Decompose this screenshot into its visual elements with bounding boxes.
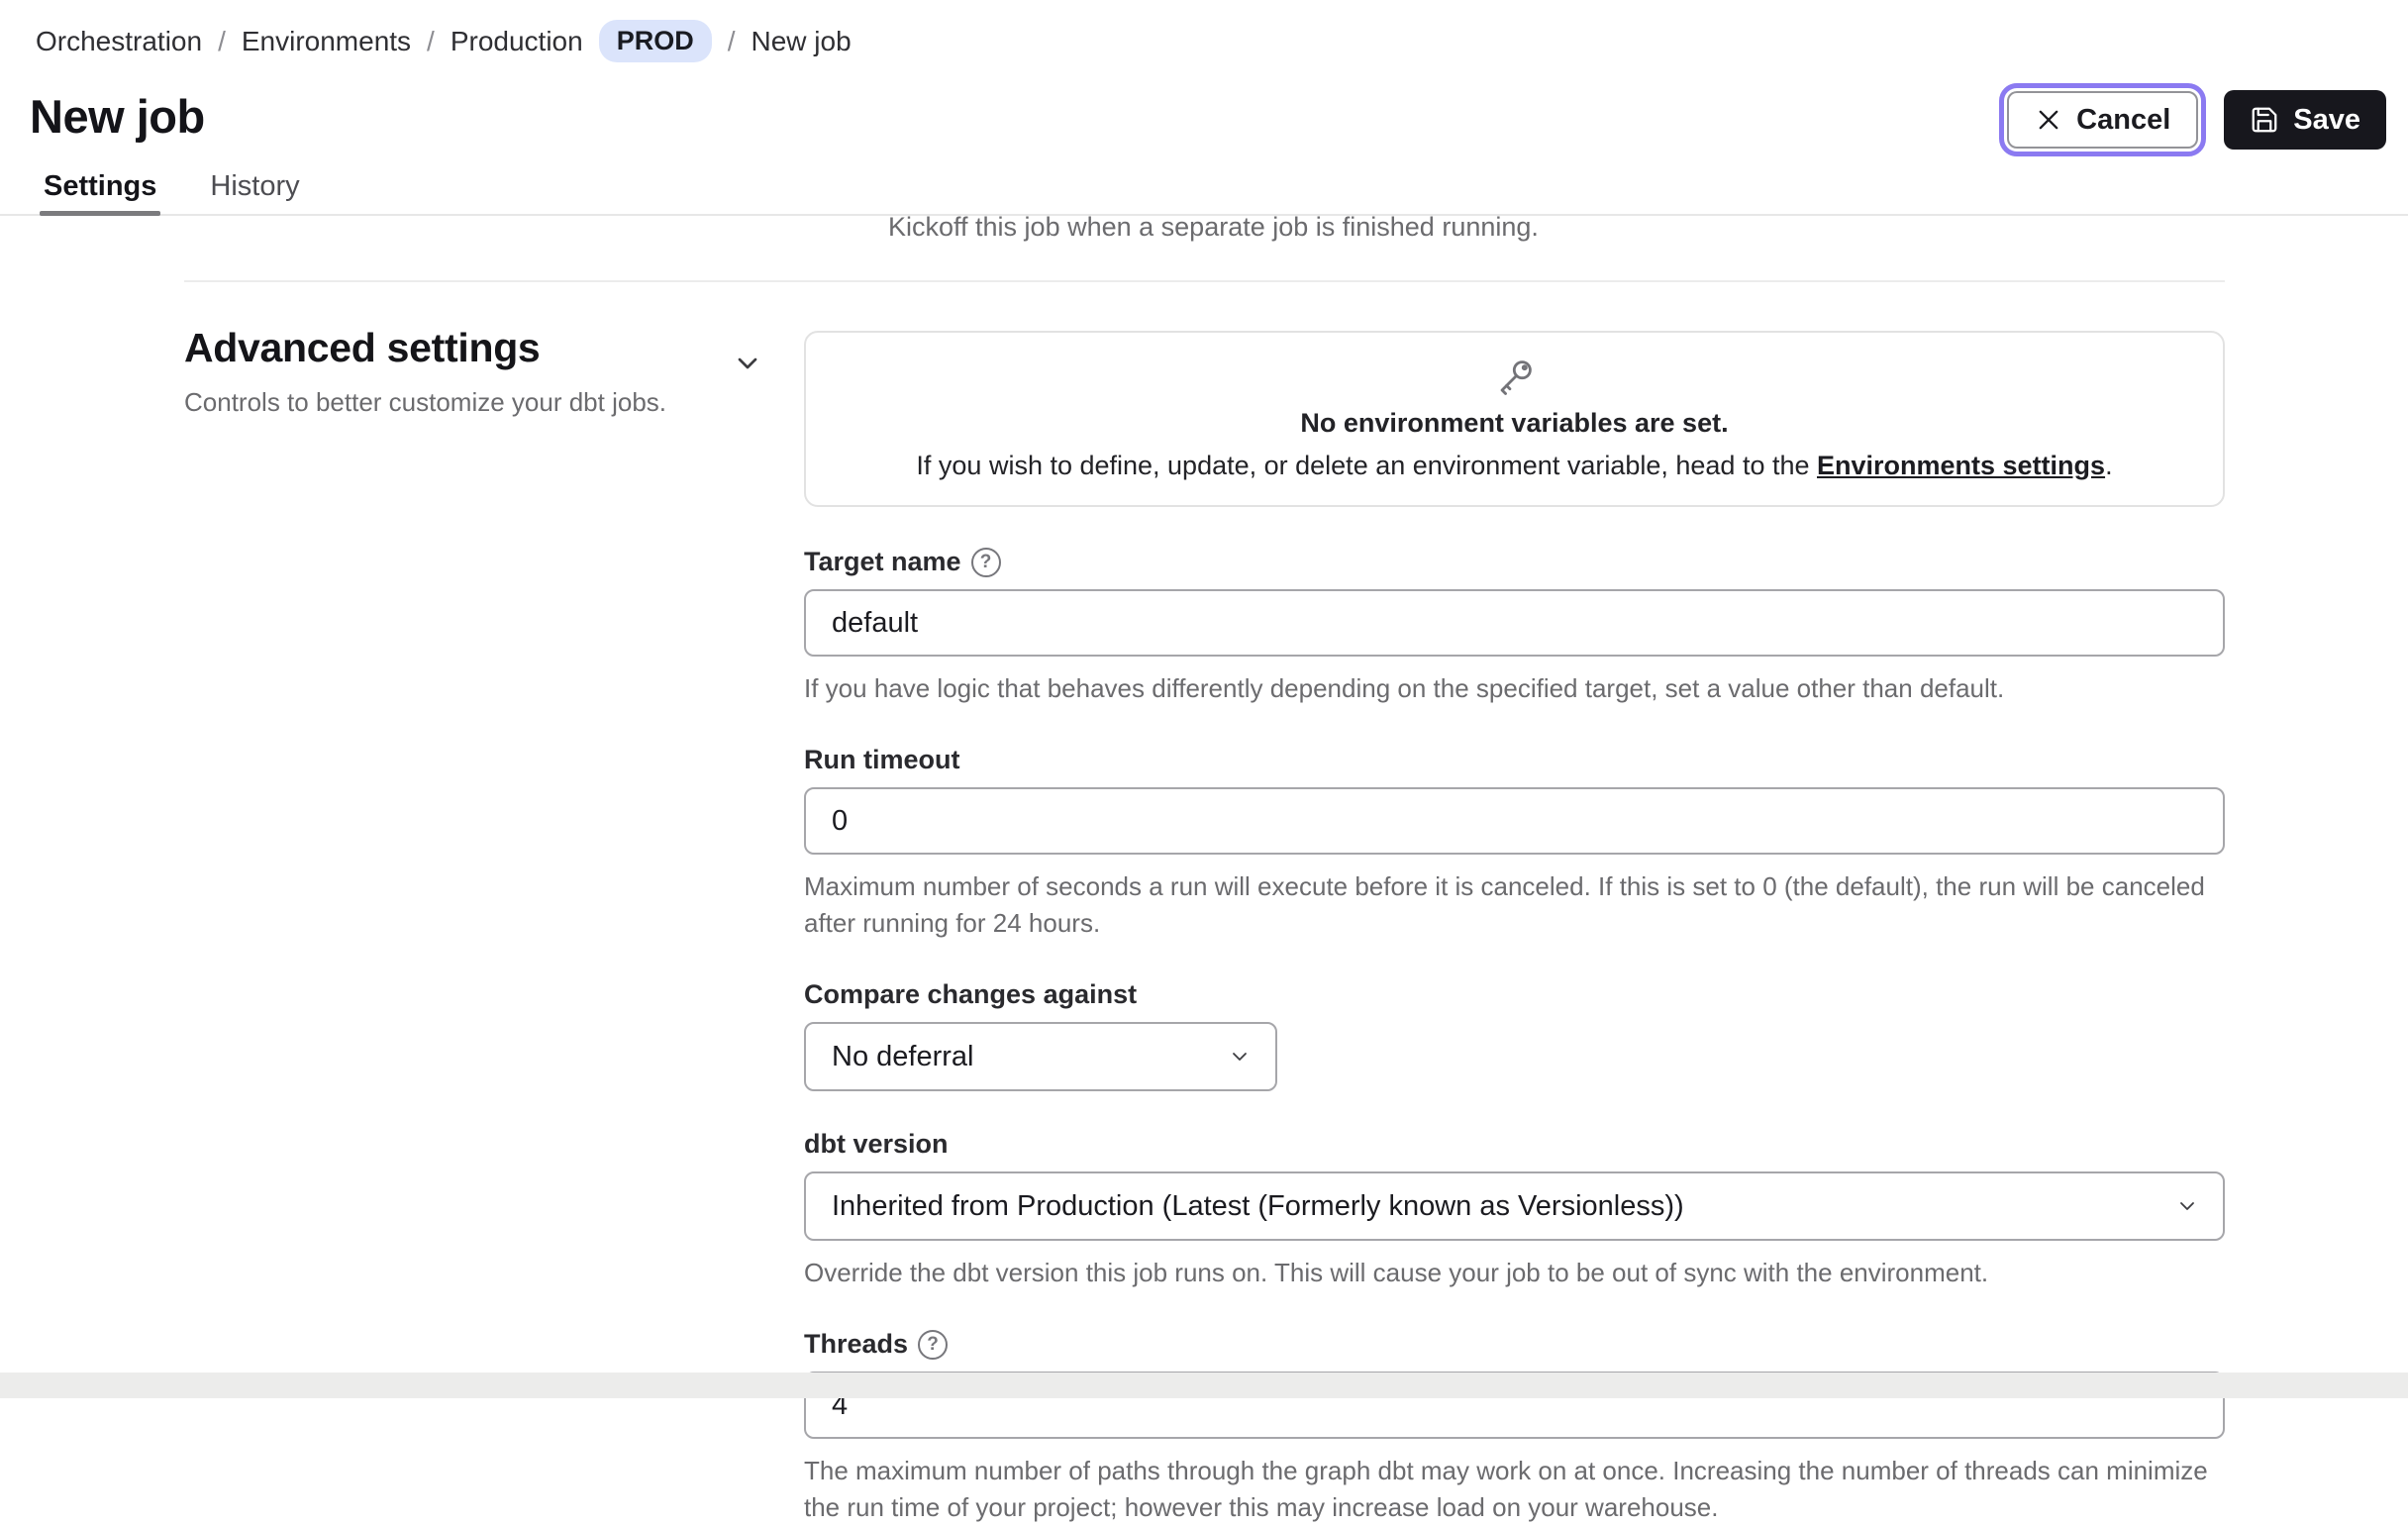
cancel-button-focus-ring [1999, 83, 2206, 156]
target-name-help-text: If you have logic that behaves differently depending on the specified target, set a value other than default. [804, 673, 2005, 703]
compare-changes-label-text: Compare changes against [804, 979, 1138, 1009]
header-actions [1999, 83, 2386, 156]
tab-settings[interactable]: Settings [40, 166, 160, 214]
threads-field-group [804, 1329, 2225, 1526]
threads-label [804, 1329, 2225, 1360]
advanced-settings-collapse-chevron-down-icon[interactable] [731, 347, 764, 380]
run-timeout-help-text: Maximum number of seconds a run will execute before it is canceled. If this is set to 0 (the default), the run will be canceled after running for 24 hours. [804, 871, 2205, 938]
target-name-label-text: Target name [804, 547, 961, 576]
env-vars-empty-title: No environment variables are set. [1300, 408, 1729, 438]
dbt-version-field-group [804, 1129, 2225, 1291]
threads-help-icon[interactable]: ? [918, 1330, 948, 1360]
run-timeout-label [804, 745, 2225, 775]
breadcrumb-separator: / [427, 25, 435, 56]
compare-changes-select[interactable] [804, 1022, 1277, 1091]
run-timeout-input[interactable] [804, 787, 2225, 855]
breadcrumb-production[interactable]: Production [450, 25, 583, 56]
tab-history[interactable]: History [210, 170, 300, 202]
breadcrumb-new-job: New job [751, 25, 852, 56]
chevron-down-icon [1228, 1045, 1252, 1068]
dbt-version-label-text: dbt version [804, 1129, 949, 1159]
compare-changes-field-group [804, 979, 2225, 1091]
cancel-button-label: Cancel [2076, 103, 2171, 136]
close-icon [2035, 106, 2062, 134]
save-button[interactable] [2224, 90, 2386, 150]
dbt-version-select[interactable] [804, 1171, 2225, 1241]
environments-settings-link[interactable]: Environments settings [1817, 451, 2106, 480]
page-bottom-gutter [0, 1373, 2408, 1398]
breadcrumb-separator: / [218, 25, 226, 56]
breadcrumb-separator: / [727, 25, 736, 56]
save-button-label: Save [2293, 103, 2360, 136]
breadcrumb [36, 20, 852, 62]
breadcrumb-orchestration[interactable]: Orchestration [36, 25, 203, 56]
chevron-down-icon [2175, 1194, 2199, 1218]
run-timeout-label-text: Run timeout [804, 745, 960, 774]
run-timeout-field-group [804, 745, 2225, 942]
key-icon [1494, 356, 1536, 398]
env-vars-empty-description [916, 451, 2112, 481]
dbt-version-help-text: Override the dbt version this job runs on. This will cause your job to be out of sync with the environment. [804, 1258, 1989, 1287]
trigger-kickoff-help-text: Kickoff this job when a separate job is finished running. [888, 212, 1539, 242]
advanced-settings-form [804, 331, 2225, 1526]
compare-changes-label [804, 979, 2225, 1010]
save-floppy-icon [2250, 105, 2279, 135]
compare-changes-selected-value: No deferral [832, 1040, 974, 1072]
prod-environment-badge: PROD [599, 20, 712, 62]
section-divider [184, 280, 2225, 282]
threads-label-text: Threads [804, 1329, 909, 1359]
advanced-settings-title: Advanced settings [184, 325, 541, 370]
advanced-settings-heading-block [184, 325, 739, 418]
dbt-version-label [804, 1129, 2225, 1160]
page-title: New job [30, 90, 205, 143]
advanced-settings-subtitle: Controls to better customize your dbt jobs. [184, 387, 667, 417]
dbt-version-selected-value: Inherited from Production (Latest (Formerly known as Versionless)) [832, 1189, 1684, 1222]
env-vars-description-prefix: If you wish to define, update, or delete an environment variable, head to the [916, 451, 1817, 480]
breadcrumb-environments[interactable]: Environments [241, 25, 412, 56]
target-name-input[interactable] [804, 589, 2225, 657]
target-name-field-group [804, 547, 2225, 707]
threads-help-text: The maximum number of paths through the graph dbt may work on at once. Increasing the number of threads can minimize the run time of your project; however this may increase load on your warehouse. [804, 1456, 2208, 1522]
target-name-help-icon[interactable]: ? [971, 548, 1001, 577]
cancel-button[interactable] [2007, 91, 2198, 149]
environment-variables-empty-state [804, 331, 2225, 507]
env-vars-description-suffix: . [2105, 451, 2113, 480]
tab-bar [0, 166, 2408, 216]
target-name-label [804, 547, 2225, 577]
